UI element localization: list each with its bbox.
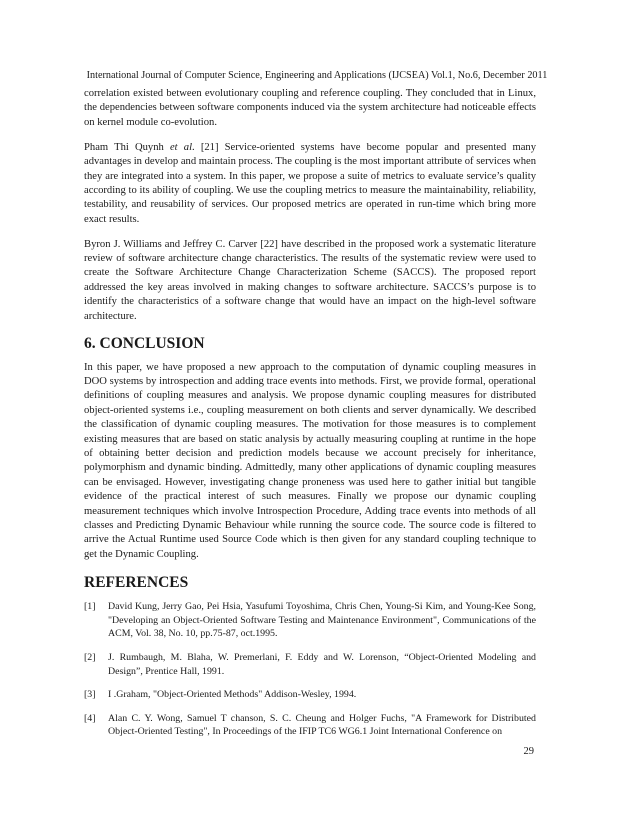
reference-text: I .Graham, "Object-Oriented Methods" Addison-Wesley, 1994.	[108, 689, 357, 701]
paragraph-conclusion: In this paper, we have proposed a new approach to the computation of dynamic coupling measures in DOO systems by introspection and adding trace events into methods. First, we provide formal, operational definitions of coupling measures and analysis. We propose dynamic coupling measures for distributed object-oriented systems i.e., coupling measurement on both clients and server dynamically. We described the classification of dynamic coupling measures. The motivation for those measures is to complement existing measures that are based on static analysis by actually measuring coupling at runtime in the hope of obtaining better decision and prediction models because we account precisely for inheritance, polymorphism and dynamic binding. Admittedly, many other applications of dynamic coupling measures can be envisaged. However, investigating change proneness was used here to gather initial but tangible evidence of the practical interest of such measures. Finally we propose our dynamic coupling measurement techniques which involve Introspection Procedure, Adding trace events into methods of all classes and Predicting Dynamic Behaviour while running the source code. The source code is filtered to arrive the Actual Runtime used Source Code which is then given for any standard coupling technique to get the Dynamic Coupling.	[84, 361, 536, 560]
reference-item	[84, 688, 536, 702]
reference-text: Alan C. Y. Wong, Samuel T chanson, S. C. Cheung and Holger Fuchs, "A Framework for Distributed Object-Oriented Testing", In Proceedings of the IFIP TC6 WG6.1 Joint International Conference on	[108, 712, 536, 738]
paragraph-saccs: Byron J. Williams and Jeffrey C. Carver [22] have described in the proposed work a systematic literature review of software architecture change characteristics. The results of the systematic review were used to create the Software Architecture Change Characterization Scheme (SACCS). The proposed report addressed the key areas involved in making changes to software architecture. SACCS’s purpose is to identify the characteristics of a software change that would have an impact on the high-level software architecture.	[84, 238, 536, 322]
paragraph-service-oriented	[84, 141, 536, 227]
reference-text: David Kung, Jerry Gao, Pei Hsia, Yasufumi Toyoshima, Chris Chen, Young-Si Kim, and Young-Kee Song, "Developing an Object-Oriented Software Testing and Maintenance Environment", Communications of the ACM, Vol. 38, No. 10, pp.75-87, oct.1995.	[108, 601, 536, 640]
running-header: International Journal of Computer Science, Engineering and Applications (IJCSEA) Vol.1, No.6, December 2011	[86, 70, 548, 81]
et-al: et al	[169, 141, 193, 153]
page-body	[84, 87, 536, 749]
section-heading-references: REFERENCES	[84, 574, 189, 592]
page-number: 29	[523, 746, 534, 757]
author-name: Pham Thi Quynh	[84, 141, 170, 153]
paragraph-linux-coupling: correlation existed between evolutionary coupling and reference coupling. They concluded that in Linux, the dependencies between software components induced via the system architecture had noticeable effects on kernel module co-evolution.	[84, 88, 536, 128]
reference-text: J. Rumbaugh, M. Blaha, W. Premerlani, F. Eddy and W. Lorenson, “Object-Oriented Modeling and Design”, Prentice Hall, 1991.	[108, 652, 536, 677]
reference-item	[84, 651, 536, 678]
reference-number: [4]	[84, 712, 96, 724]
reference-item	[84, 600, 536, 641]
paragraph-text: . [21] Service-oriented systems have become popular and presented many advantages in develop and maintain process. The coupling is the most important attribute of services when they are integrated into a system. In this paper, we propose a suite of metrics to evaluate service’s quality according to its ability of coupling. We use the coupling metrics to measure the maintainability, reliability, testability, and reusability of services. Our proposed metrics are operated in run-time which bring more exact results.	[84, 141, 536, 225]
reference-item	[84, 712, 536, 739]
reference-number: [3]	[84, 689, 96, 701]
reference-number: [1]	[84, 601, 96, 613]
reference-number: [2]	[84, 652, 96, 664]
section-heading-conclusion: 6. CONCLUSION	[84, 334, 205, 352]
